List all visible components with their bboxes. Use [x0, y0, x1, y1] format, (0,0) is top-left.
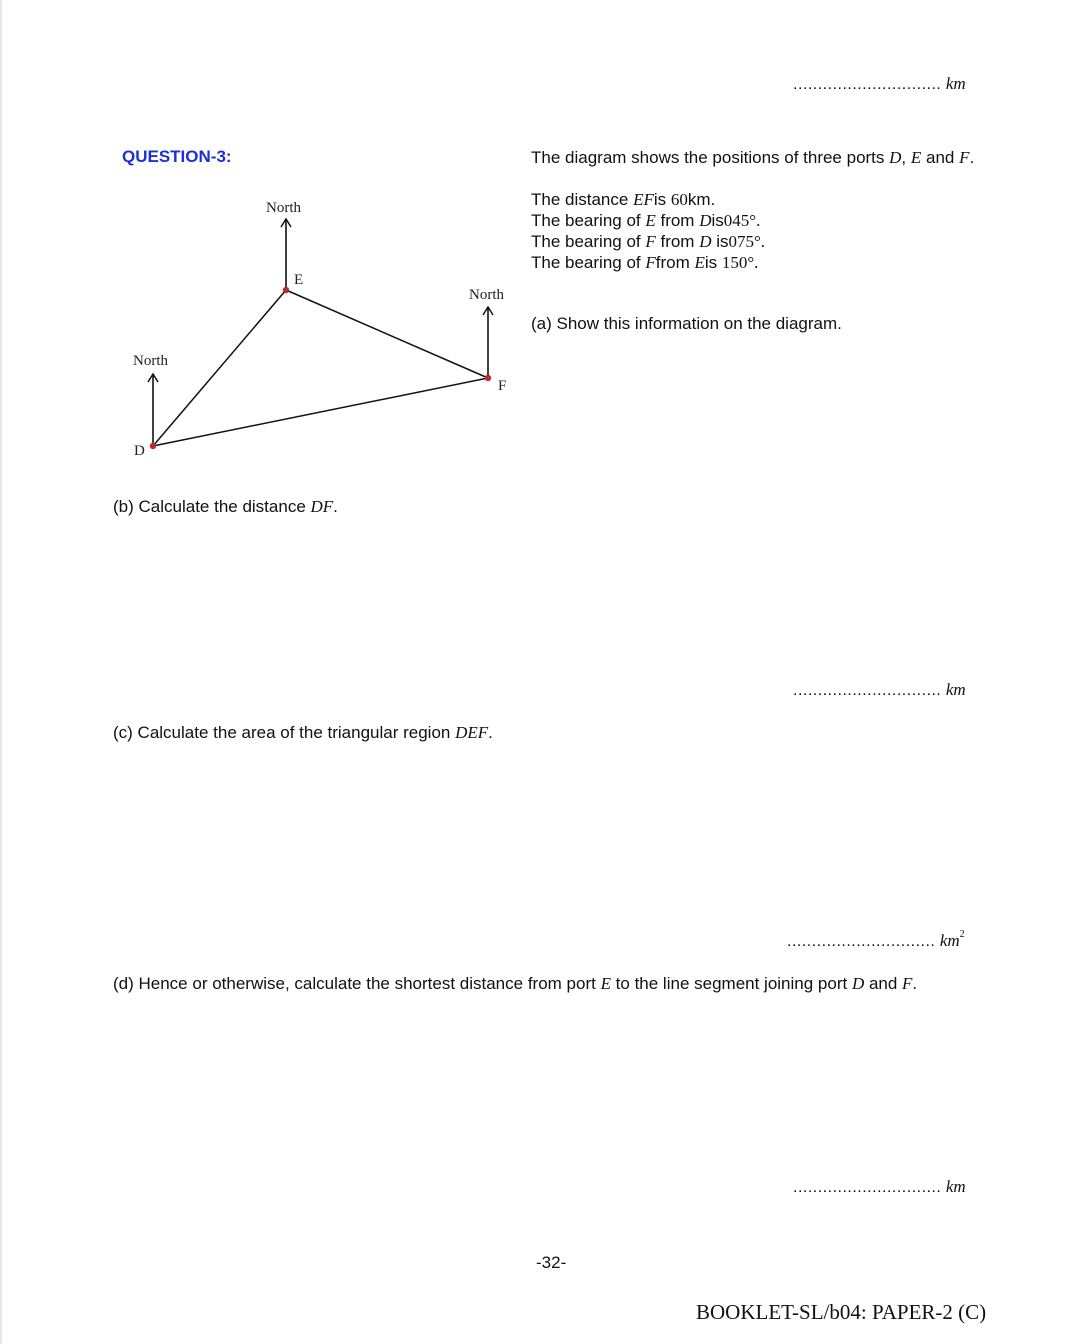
part-d-mid: to the line segment joining port: [610, 974, 852, 993]
point-label-e: E: [294, 272, 304, 288]
intro-comma: ,: [901, 148, 911, 167]
answer-line-c[interactable]: [787, 931, 965, 951]
part-d-var-f: F: [902, 974, 913, 993]
info-text: is: [704, 253, 722, 272]
intro-text: The diagram shows the positions of three ports: [531, 148, 890, 167]
info-var: F: [645, 253, 656, 272]
info-var: D: [699, 211, 712, 230]
part-d-text: (d) Hence or otherwise, calculate the shortest distance from port: [113, 974, 601, 993]
part-c-text: (c) Calculate the area of the triangular region: [113, 723, 456, 742]
part-c-end: .: [488, 723, 493, 742]
answer-unit-c-exponent: 2: [959, 929, 965, 941]
answer-line-b[interactable]: [793, 680, 966, 700]
info-text: The bearing of: [531, 232, 646, 251]
north-label-d: North: [133, 353, 168, 369]
intro-var-d: D: [889, 148, 902, 167]
info-text: The bearing of: [531, 211, 646, 230]
info-text: km.: [687, 190, 716, 209]
question-title: QUESTION-3:: [122, 147, 232, 166]
part-a: (a) Show this information on the diagram.: [531, 314, 842, 333]
point-e-marker: [283, 287, 289, 293]
answer-unit-top: km: [945, 74, 966, 93]
answer-dots: ..............................: [793, 1179, 942, 1196]
answer-unit-b: km: [945, 680, 966, 699]
info-text: from: [655, 211, 700, 230]
info-block: [531, 189, 765, 273]
bearing-diagram: [100, 185, 530, 475]
info-line-bearing-f-from-e: [531, 252, 765, 273]
part-d: [113, 973, 917, 994]
point-label-f: F: [498, 378, 507, 394]
answer-line-d[interactable]: [793, 1177, 966, 1197]
north-label-e: North: [266, 200, 301, 216]
part-d-and: and: [864, 974, 903, 993]
answer-dots: ..............................: [787, 933, 936, 950]
part-b-end: .: [333, 497, 338, 516]
part-c-var: DEF: [455, 723, 489, 742]
point-d-marker: [150, 443, 156, 449]
info-text: The distance: [531, 190, 634, 209]
answer-line-top[interactable]: [793, 74, 966, 94]
info-var: E: [645, 211, 656, 230]
info-line-distance: [531, 189, 765, 210]
page-number: -32-: [536, 1253, 567, 1272]
side-ef: [286, 290, 488, 378]
part-d-var-e: E: [600, 974, 611, 993]
part-b-text: (b) Calculate the distance: [113, 497, 311, 516]
part-b-var: DF: [310, 497, 334, 516]
info-value: 150°.: [721, 253, 759, 272]
info-var: F: [645, 232, 656, 251]
info-text: is: [653, 190, 671, 209]
intro-var-e: E: [910, 148, 922, 167]
north-label-f: North: [469, 287, 504, 303]
answer-dots: ..............................: [793, 682, 942, 699]
intro-and: and: [921, 148, 960, 167]
info-text: from: [655, 253, 695, 272]
info-line-bearing-f-from-d: [531, 231, 765, 252]
part-c: [113, 722, 493, 743]
info-text: is: [711, 232, 729, 251]
info-value: 60: [670, 190, 688, 209]
info-text: from: [655, 232, 700, 251]
info-value: 075°.: [728, 232, 766, 251]
intro-end: .: [969, 148, 975, 167]
info-value: 045°.: [723, 211, 761, 230]
answer-dots: ..............................: [793, 76, 942, 93]
intro-var-f: F: [959, 148, 970, 167]
info-var: EF: [633, 190, 654, 209]
info-var: E: [694, 253, 705, 272]
booklet-code: BOOKLET-SL/b04: PAPER-2 (C): [696, 1300, 987, 1324]
answer-unit-c: [940, 931, 965, 950]
point-label-d: D: [134, 443, 145, 459]
answer-unit-c-text: km: [939, 931, 960, 950]
point-f-marker: [485, 375, 491, 381]
part-d-end: .: [912, 974, 918, 993]
page-edge: [0, 0, 2, 1344]
info-text: is: [711, 211, 724, 230]
answer-unit-d: km: [945, 1177, 966, 1196]
part-b: [113, 496, 338, 517]
question-intro: [531, 147, 974, 168]
info-var: D: [699, 232, 712, 251]
part-d-var-d: D: [851, 974, 865, 993]
info-text: The bearing of: [531, 253, 646, 272]
info-line-bearing-e-from-d: [531, 210, 765, 231]
